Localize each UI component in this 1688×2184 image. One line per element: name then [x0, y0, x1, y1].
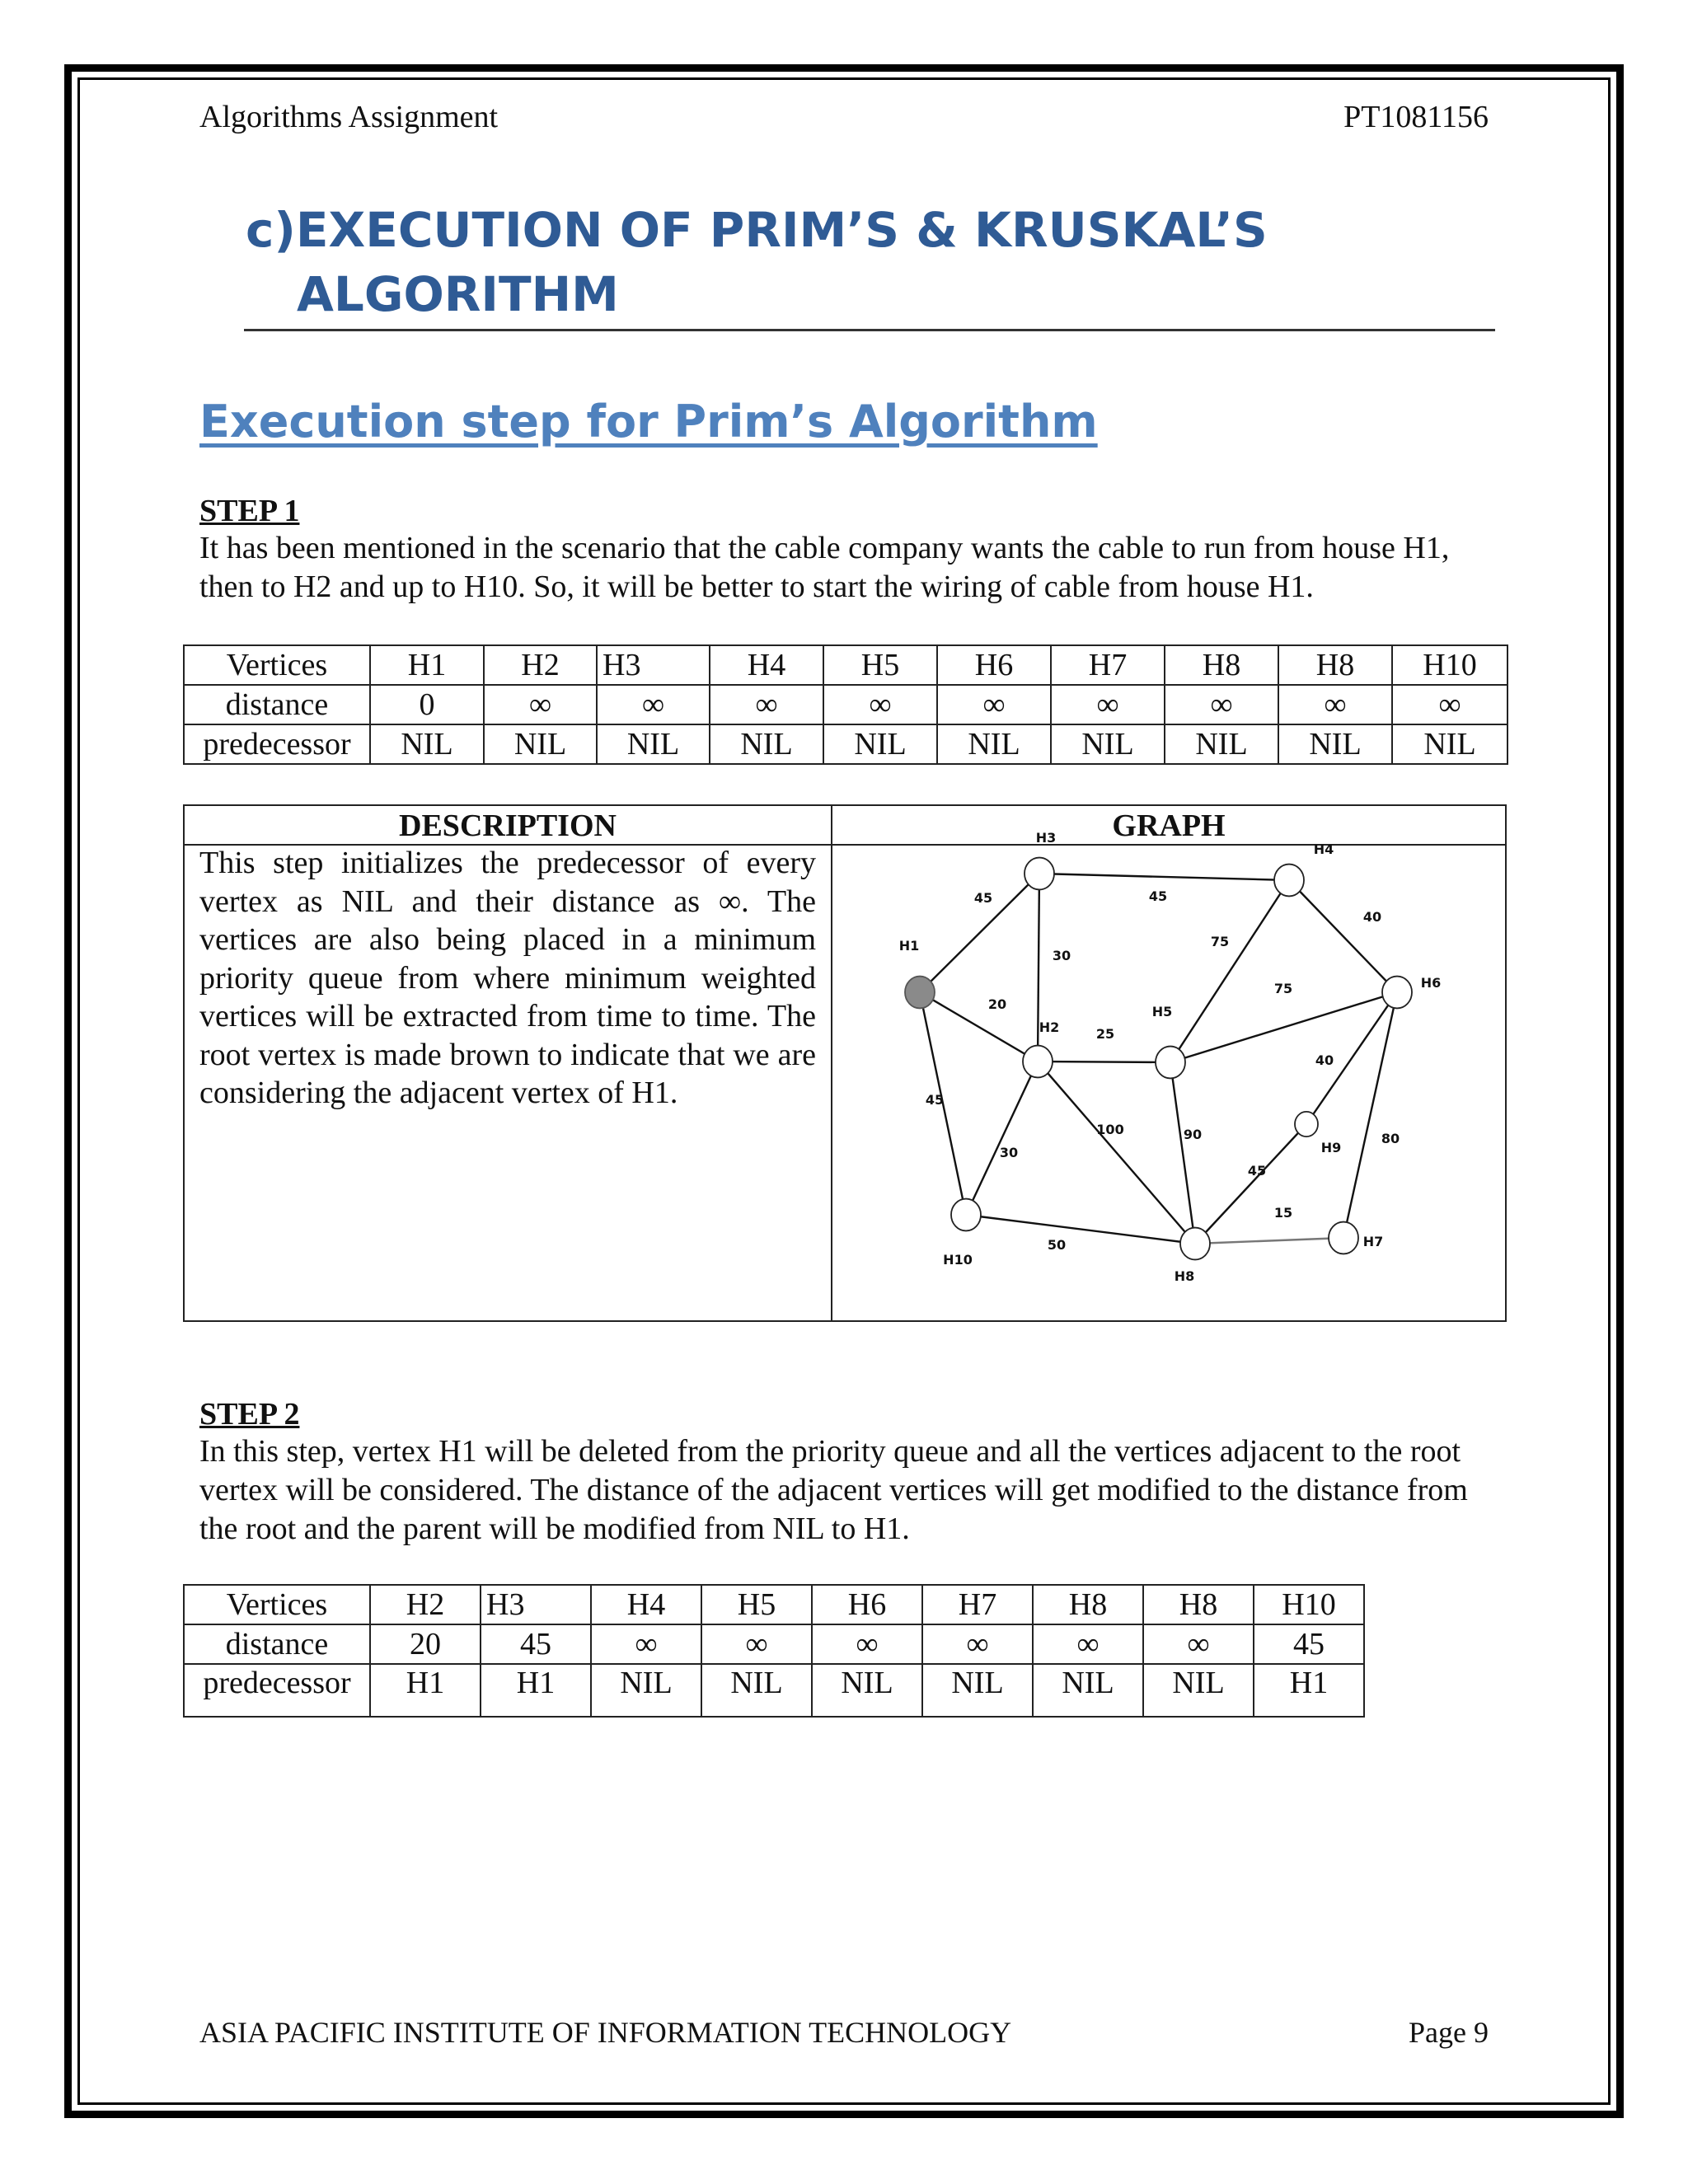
step1-table-cell: ∞: [1165, 685, 1278, 724]
step1-heading: STEP 1: [199, 494, 300, 528]
graph-node-h3: [1025, 858, 1054, 890]
graph-node-label: H2: [1039, 1019, 1060, 1035]
step2-table-cell: NIL: [922, 1664, 1033, 1717]
step1-table-cell: NIL: [710, 724, 823, 764]
step2-table-cell: ∞: [812, 1624, 922, 1664]
graph-edge: [1289, 880, 1397, 992]
step1-table-cell: H8: [1165, 645, 1278, 685]
step1-table-cell: ∞: [710, 685, 823, 724]
graph-node-label: H8: [1174, 1268, 1195, 1284]
step2-table-cell: H8: [1143, 1585, 1254, 1624]
edge-weight-label: 45: [1247, 1163, 1267, 1179]
graph-edge: [920, 992, 1038, 1062]
step1-table-cell: NIL: [370, 724, 484, 764]
step2-table-cell: ∞: [1033, 1624, 1143, 1664]
graph-edge: [1343, 992, 1397, 1238]
graph-header: GRAPH: [1112, 808, 1226, 843]
graph-node-label: H5: [1151, 1004, 1173, 1019]
edge-weight-label: 90: [1183, 1127, 1203, 1142]
step1-table-distance-row: [184, 685, 1507, 724]
step1-table: [183, 644, 1508, 765]
graph-node-h2: [1023, 1046, 1053, 1078]
graph-node-h6: [1382, 977, 1412, 1009]
graph-edge: [1039, 874, 1289, 880]
step1-table-cell: NIL: [937, 724, 1051, 764]
step1-table-cell: NIL: [1392, 724, 1507, 764]
step1-table-cell: H3: [597, 645, 710, 685]
step1-table-cell: ∞: [1278, 685, 1392, 724]
edge-weight-label: 45: [1148, 888, 1168, 904]
step2-table-cell: H8: [1033, 1585, 1143, 1624]
step1-table-cell: H6: [937, 645, 1051, 685]
graph-edge: [1195, 1238, 1343, 1244]
step2-table-cell: H3: [481, 1585, 591, 1624]
step2-table-cell: NIL: [1033, 1664, 1143, 1717]
step2-table-cell: H6: [812, 1585, 922, 1624]
header-left: Algorithms Assignment: [199, 100, 499, 134]
graph-node-h9: [1295, 1112, 1318, 1137]
step2-table-cell: NIL: [591, 1664, 701, 1717]
step1-table-cell: H1: [370, 645, 484, 685]
step2-text: In this step, vertex H1 will be deleted from the priority queue and all the vertices adjacent to the root vertex will be considered. The distance of the adjacent vertices will get modified to the distance from the root and the parent will be modified from NIL to H1.: [199, 1434, 1468, 1546]
edge-weight-label: 30: [999, 1145, 1019, 1160]
edge-weight-label: 75: [1210, 934, 1230, 949]
step1-table-cell: NIL: [1165, 724, 1278, 764]
step2-table-cell: H1: [1254, 1664, 1364, 1717]
step2-table-predecessor-row: [184, 1664, 1364, 1717]
title-rule: [244, 329, 1495, 331]
edge-weight-label: 20: [987, 996, 1007, 1012]
step2-table-cell: ∞: [922, 1624, 1033, 1664]
step2-table-cell: 45: [481, 1624, 591, 1664]
graph-node-h4: [1274, 865, 1304, 897]
graph-node-label: H6: [1420, 975, 1442, 991]
step1-table-cell: ∞: [1051, 685, 1165, 724]
graph-diagram: [832, 830, 1505, 1320]
step2-table-cell: H1: [481, 1664, 591, 1717]
step2-table-cell: 45: [1254, 1624, 1364, 1664]
step2-table-cell: H2: [370, 1585, 481, 1624]
edge-weight-label: 45: [973, 890, 993, 906]
title-line-1: c)EXECUTION OF PRIM’S & KRUSKAL’S: [246, 202, 1268, 258]
header-right: PT1081156: [1343, 100, 1489, 134]
step2-table-cell: H4: [591, 1585, 701, 1624]
graph-edge: [966, 1215, 1195, 1244]
title-line-2: ALGORITHM: [297, 266, 619, 322]
edge-weight-label: 75: [1273, 981, 1293, 996]
footer-page-number: Page 9: [1409, 2016, 1489, 2049]
step2-table-cell: H10: [1254, 1585, 1364, 1624]
step2-table-cell: NIL: [812, 1664, 922, 1717]
step2-table-cell: ∞: [701, 1624, 812, 1664]
step1-table-row-label: predecessor: [184, 724, 370, 764]
step2-table-cell: ∞: [1143, 1624, 1254, 1664]
step1-table-predecessor-row: [184, 724, 1507, 764]
edge-weight-label: 50: [1047, 1237, 1067, 1253]
step1-table-cell: NIL: [597, 724, 710, 764]
step1-table-row-label: Vertices: [184, 645, 370, 685]
graph-node-label: H4: [1313, 841, 1334, 857]
edge-weight-label: 15: [1273, 1205, 1293, 1221]
graph-node-label: H10: [943, 1252, 973, 1268]
step1-table-cell: ∞: [597, 685, 710, 724]
graph-node-h5: [1156, 1047, 1185, 1079]
graph-node-label: H7: [1362, 1234, 1384, 1249]
step2-table: [183, 1584, 1365, 1718]
step1-text: It has been mentioned in the scenario that the cable company wants the cable to run from house H1, then to H2 and up to H10. So, it will be better to start the wiring of cable from house H1.: [199, 531, 1450, 604]
edge-weight-label: 100: [1096, 1122, 1124, 1137]
edge-weight-label: 40: [1362, 909, 1382, 925]
page-title: [246, 198, 1482, 326]
graph-edge: [1170, 992, 1397, 1062]
step1-table-cell: H10: [1392, 645, 1507, 685]
step1-table-cell: H5: [823, 645, 937, 685]
edge-weight-label: 40: [1315, 1052, 1334, 1068]
step1-table-cell: 0: [370, 685, 484, 724]
step2-table-cell: H1: [370, 1664, 481, 1717]
graph-node-label: H3: [1035, 830, 1057, 846]
step1-table-cell: NIL: [823, 724, 937, 764]
graph-node-label: H1: [898, 938, 920, 954]
step2-table-cell: NIL: [701, 1664, 812, 1717]
graph-edge: [1195, 1124, 1306, 1244]
step2-table-cell: NIL: [1143, 1664, 1254, 1717]
step1-table-cell: ∞: [937, 685, 1051, 724]
step1-table-row-label: distance: [184, 685, 370, 724]
step1-table-vertices-row: [184, 645, 1507, 685]
step1-table-cell: H8: [1278, 645, 1392, 685]
step2-table-cell: H7: [922, 1585, 1033, 1624]
step2-table-body: [184, 1585, 1364, 1717]
step2-heading: STEP 2: [199, 1397, 300, 1432]
graph-node-h7: [1329, 1222, 1358, 1254]
step2-table-cell: 20: [370, 1624, 481, 1664]
step2-table-row-label: predecessor: [184, 1664, 370, 1717]
step2-table-cell: ∞: [591, 1624, 701, 1664]
graph-edge: [966, 1062, 1038, 1215]
step2-table-vertices-row: [184, 1585, 1364, 1624]
step1-table-cell: NIL: [1051, 724, 1165, 764]
edge-weight-label: 25: [1095, 1026, 1115, 1042]
step1-table-cell: ∞: [1392, 685, 1507, 724]
section-subtitle: Execution step for Prim’s Algorithm: [199, 396, 1098, 448]
edge-weight-label: 80: [1381, 1131, 1400, 1146]
edge-weight-label: 30: [1052, 948, 1071, 963]
step2-table-distance-row: [184, 1624, 1364, 1664]
step1-table-cell: H7: [1051, 645, 1165, 685]
step2-table-row-label: distance: [184, 1624, 370, 1664]
step1-table-cell: ∞: [484, 685, 597, 724]
step1-table-cell: H2: [484, 645, 597, 685]
graph-node-label: H9: [1320, 1140, 1342, 1155]
step1-table-cell: H4: [710, 645, 823, 685]
step1-table-body: [184, 645, 1507, 764]
footer-institute: ASIA PACIFIC INSTITUTE OF INFORMATION TECHNOLOGY: [199, 2016, 1012, 2049]
description-graph-table: [183, 804, 1507, 1322]
graph-node-h1: [905, 977, 935, 1009]
step1-description: This step initializes the predecessor of every vertex as NIL and their distance as ∞. The vertices are also being placed in a minimum priority queue from where minimum weighted vertices will be extracted from time to time. The root vertex is made brown to indicate that we are considering the adjacent vertex of H1.: [199, 846, 816, 1110]
edge-weight-label: 45: [925, 1092, 945, 1108]
graph-edge: [1170, 1062, 1195, 1244]
graph-edge: [1038, 1062, 1195, 1244]
graph-node-h10: [951, 1199, 981, 1231]
step1-table-cell: NIL: [1278, 724, 1392, 764]
step1-table-cell: NIL: [484, 724, 597, 764]
step1-table-cell: ∞: [823, 685, 937, 724]
graph-node-h8: [1180, 1228, 1210, 1260]
description-header: DESCRIPTION: [399, 808, 617, 843]
graph-edge: [1170, 880, 1289, 1062]
step2-table-row-label: Vertices: [184, 1585, 370, 1624]
step2-table-cell: H5: [701, 1585, 812, 1624]
